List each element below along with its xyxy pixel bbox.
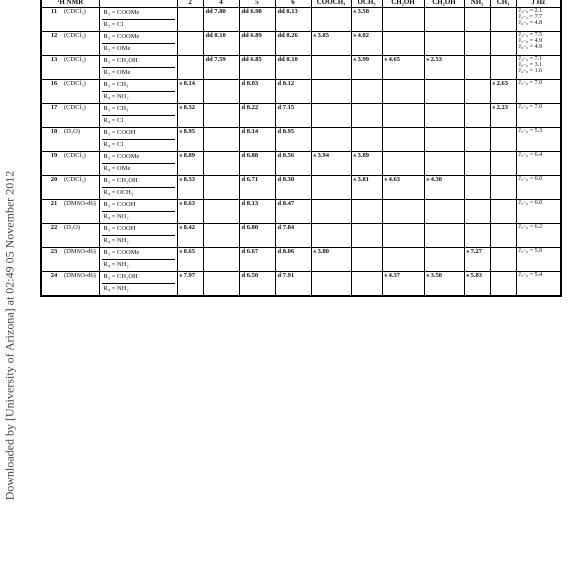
och3-shift-cell: s 3.58 xyxy=(351,8,382,32)
column-header: NH₂ xyxy=(464,0,490,8)
cooch3-shift-cell xyxy=(311,8,351,32)
h2-shift-cell: s 8.95 xyxy=(177,128,203,152)
nh2-shift-cell xyxy=(464,200,490,224)
och3-shift-cell: s 4.02 xyxy=(351,32,382,56)
h4-shift-cell xyxy=(203,200,239,224)
ch2oh-shift-cell xyxy=(382,224,424,248)
solvent-label: (DMSO-d6) xyxy=(64,248,96,255)
ch2oh-shift-cell xyxy=(382,248,424,272)
ch3-shift-cell xyxy=(490,224,516,248)
substituent-label: R₄ = Cl xyxy=(102,115,175,127)
h4-shift-cell xyxy=(203,248,239,272)
substituent-label: R₃ = CH₂OH xyxy=(103,177,138,184)
ch3-shift-cell xyxy=(490,56,516,80)
compound-cell xyxy=(41,80,99,104)
h6-shift-cell: dd 8.26 xyxy=(275,32,311,56)
column-header: J Hz xyxy=(516,0,561,8)
ch2oh-shift-cell xyxy=(382,32,424,56)
substituent-cell xyxy=(99,152,177,176)
h5-shift-cell: d 8.13 xyxy=(239,200,275,224)
och3-shift-cell xyxy=(351,128,382,152)
substituent-cell xyxy=(99,80,177,104)
coupling-constant: J₅₋₆ = 6.0 xyxy=(518,176,543,182)
h6-shift-cell: d 7.15 xyxy=(275,104,311,128)
h2-shift-cell: s 8.65 xyxy=(177,248,203,272)
table-row xyxy=(41,8,561,32)
och3-shift-cell: s 3.99 xyxy=(351,56,382,80)
ch2oh-oh-shift-cell xyxy=(424,104,464,128)
substituent-cell xyxy=(99,104,177,128)
h4-shift-cell xyxy=(203,104,239,128)
compound-number: 13 xyxy=(50,56,58,63)
ch2oh-oh-shift-cell: s 3.50 xyxy=(424,272,464,297)
nh2-shift-cell xyxy=(464,8,490,32)
compound-cell xyxy=(41,176,99,200)
ch2oh-oh-shift-cell: s 2.53 xyxy=(424,56,464,80)
solvent-label: (CDCl₃) xyxy=(64,56,86,63)
column-header: 2 xyxy=(177,0,203,8)
h4-shift-cell: dd 8.10 xyxy=(203,32,239,56)
substituent-label: R₃ = COOH xyxy=(103,225,136,232)
coupling-constant: J₅₋₆ = 7.0 xyxy=(518,104,543,110)
ch2oh-oh-shift-cell xyxy=(424,8,464,32)
compound-cell xyxy=(41,56,99,80)
h5-shift-cell: d 6.67 xyxy=(239,248,275,272)
column-header: CH₂OH xyxy=(382,0,424,8)
substituent-label: R₂ = OMe xyxy=(102,67,175,79)
compound-number: 22 xyxy=(50,224,58,231)
table-row xyxy=(41,272,561,297)
substituent-label: R₂ = OMe xyxy=(102,43,175,55)
coupling-constant-cell xyxy=(516,176,561,200)
cooch3-shift-cell xyxy=(311,80,351,104)
compound-number: 18 xyxy=(50,128,58,135)
h5-shift-cell: d 6.88 xyxy=(239,152,275,176)
nh2-shift-cell xyxy=(464,32,490,56)
table-row xyxy=(41,152,561,176)
ch2oh-shift-cell: s 4.37 xyxy=(382,272,424,297)
h6-shift-cell: dd 8.10 xyxy=(275,56,311,80)
table-row xyxy=(41,104,561,128)
compound-number: 23 xyxy=(50,248,58,255)
compound-number: 24 xyxy=(50,272,58,279)
h4-shift-cell xyxy=(203,224,239,248)
ch2oh-oh-shift-cell xyxy=(424,248,464,272)
substituent-label: R₂ = Cl xyxy=(102,19,175,31)
coupling-constant: J₄₋₅ = 7.1 xyxy=(518,56,543,62)
ch2oh-oh-shift-cell: s 4.30 xyxy=(424,176,464,200)
h6-shift-cell: d 8.12 xyxy=(275,80,311,104)
cooch3-shift-cell xyxy=(311,224,351,248)
coupling-constant: J₅₋₆ = 5.9 xyxy=(518,248,543,254)
solvent-label: (CDCl₃) xyxy=(64,104,86,111)
coupling-constant-cell xyxy=(516,104,561,128)
h5-shift-cell: d 6.71 xyxy=(239,176,275,200)
h4-shift-cell xyxy=(203,128,239,152)
h6-shift-cell: d 8.47 xyxy=(275,200,311,224)
cooch3-shift-cell xyxy=(311,176,351,200)
h4-shift-cell: dd 7.59 xyxy=(203,56,239,80)
substituent-label: R₄ = OMe xyxy=(102,163,175,175)
column-header: 6 xyxy=(275,0,311,8)
table-header-row xyxy=(41,0,561,8)
h4-shift-cell xyxy=(203,152,239,176)
h5-shift-cell: d 6.50 xyxy=(239,272,275,297)
solvent-label: (DMSO-d6) xyxy=(64,200,96,207)
compound-cell xyxy=(41,32,99,56)
coupling-constant: J₅₋₆ = 5.3 xyxy=(518,128,543,134)
h6-shift-cell: d 8.95 xyxy=(275,128,311,152)
coupling-constant-cell xyxy=(516,56,561,80)
h6-shift-cell: d 8.06 xyxy=(275,248,311,272)
substituent-label: R₃ = COOMe xyxy=(103,9,140,16)
cooch3-shift-cell xyxy=(311,272,351,297)
coupling-constant: J₅₋₆ = 5.4 xyxy=(518,272,543,278)
coupling-constant-cell xyxy=(516,8,561,32)
column-header: ¹H NMR xyxy=(41,0,99,8)
coupling-constant-cell xyxy=(516,128,561,152)
solvent-label: (D₂O) xyxy=(64,224,80,231)
substituent-cell xyxy=(99,8,177,32)
coupling-constant: J₆₋₅ = 4.9 xyxy=(518,44,543,50)
coupling-constant-cell xyxy=(516,32,561,56)
cooch3-shift-cell xyxy=(311,128,351,152)
substituent-label: R₃ = COOH xyxy=(103,129,136,136)
compound-cell xyxy=(41,200,99,224)
ch2oh-oh-shift-cell xyxy=(424,200,464,224)
table-row xyxy=(41,176,561,200)
h5-shift-cell: d 6.80 xyxy=(239,224,275,248)
h6-shift-cell: d 8.56 xyxy=(275,152,311,176)
h2-shift-cell: s 7.97 xyxy=(177,272,203,297)
column-header: CH₃ xyxy=(490,0,516,8)
ch2oh-shift-cell xyxy=(382,104,424,128)
ch3-shift-cell xyxy=(490,176,516,200)
h2-shift-cell: s 8.42 xyxy=(177,224,203,248)
compound-number: 20 xyxy=(50,176,58,183)
watermark-text: Downloaded by [University of Arizona] at 02:49 05 November 2012 xyxy=(2,170,17,500)
download-watermark xyxy=(0,100,20,570)
h2-shift-cell: s 8.14 xyxy=(177,80,203,104)
ch3-shift-cell xyxy=(490,32,516,56)
substituent-label: R₃ = COOMe xyxy=(103,249,140,256)
ch2oh-shift-cell: s 4.63 xyxy=(382,176,424,200)
table-row xyxy=(41,224,561,248)
substituent-cell xyxy=(99,128,177,152)
ch2oh-oh-shift-cell xyxy=(424,32,464,56)
och3-shift-cell: s 3.81 xyxy=(351,176,382,200)
substituent-label: R₄ = NO₂ xyxy=(102,91,175,103)
substituent-label: R₄ = NH₂ xyxy=(102,283,175,295)
substituent-cell xyxy=(99,176,177,200)
nh2-shift-cell xyxy=(464,56,490,80)
table-row xyxy=(41,56,561,80)
table-row xyxy=(41,128,561,152)
h5-shift-cell: d 8.14 xyxy=(239,128,275,152)
h2-shift-cell: s 8.33 xyxy=(177,176,203,200)
och3-shift-cell xyxy=(351,224,382,248)
ch2oh-shift-cell: s 4.65 xyxy=(382,56,424,80)
substituent-cell xyxy=(99,248,177,272)
h2-shift-cell xyxy=(177,32,203,56)
coupling-constant: J₄₋₅ = 7.7 xyxy=(518,14,543,20)
compound-number: 16 xyxy=(50,80,58,87)
substituent-label: R₃ = COOMe xyxy=(103,33,140,40)
coupling-constant-cell xyxy=(516,80,561,104)
compound-number: 12 xyxy=(50,32,58,39)
cooch3-shift-cell xyxy=(311,200,351,224)
och3-shift-cell xyxy=(351,80,382,104)
coupling-constant: J₄₋₅ = 7.5 xyxy=(518,32,543,38)
compound-cell xyxy=(41,8,99,32)
solvent-label: (CDCl₃) xyxy=(64,176,86,183)
h5-shift-cell: dd 6.85 xyxy=(239,56,275,80)
h4-shift-cell xyxy=(203,80,239,104)
compound-cell xyxy=(41,224,99,248)
h4-shift-cell xyxy=(203,176,239,200)
solvent-label: (CDCl₃) xyxy=(64,80,86,87)
solvent-label: (CDCl₃) xyxy=(64,152,86,159)
h2-shift-cell xyxy=(177,8,203,32)
nh2-shift-cell xyxy=(464,80,490,104)
h6-shift-cell: d 7.91 xyxy=(275,272,311,297)
solvent-label: (CDCl₃) xyxy=(64,8,86,15)
h6-shift-cell: dd 8.13 xyxy=(275,8,311,32)
compound-cell xyxy=(41,104,99,128)
ch3-shift-cell xyxy=(490,200,516,224)
ch2oh-shift-cell xyxy=(382,128,424,152)
substituent-label: R₄ = NH₂ xyxy=(102,259,175,271)
ch2oh-oh-shift-cell xyxy=(424,80,464,104)
column-header: 4 xyxy=(203,0,239,8)
coupling-constant: J₅₋₆ = 7.0 xyxy=(518,80,543,86)
substituent-cell xyxy=(99,200,177,224)
h5-shift-cell: dd 6.89 xyxy=(239,32,275,56)
nh2-shift-cell xyxy=(464,128,490,152)
nh2-shift-cell: s 7.27 xyxy=(464,248,490,272)
cooch3-shift-cell xyxy=(311,104,351,128)
column-header: 5 xyxy=(239,0,275,8)
ch2oh-oh-shift-cell xyxy=(424,128,464,152)
ch3-shift-cell: s 2.23 xyxy=(490,104,516,128)
substituent-cell xyxy=(99,32,177,56)
och3-shift-cell: s 3.89 xyxy=(351,152,382,176)
compound-cell xyxy=(41,128,99,152)
ch3-shift-cell xyxy=(490,152,516,176)
cooch3-shift-cell: s 3.80 xyxy=(311,248,351,272)
coupling-constant: J₅₋₆ = 6.4 xyxy=(518,152,543,158)
coupling-constant-cell xyxy=(516,272,561,297)
substituent-label: R₄ = Cl xyxy=(102,139,175,151)
ch2oh-oh-shift-cell xyxy=(424,224,464,248)
coupling-constant: J₆₋₅ = 3.1 xyxy=(518,62,543,68)
nh2-shift-cell xyxy=(464,224,490,248)
ch2oh-oh-shift-cell xyxy=(424,152,464,176)
h5-shift-cell: dd 6.98 xyxy=(239,8,275,32)
solvent-label: (D₂O) xyxy=(64,128,80,135)
nh2-shift-cell xyxy=(464,152,490,176)
coupling-constant: J₄₋₆ = 1.6 xyxy=(518,68,543,74)
h2-shift-cell: s 8.63 xyxy=(177,200,203,224)
column-header: CH₂OH xyxy=(424,0,464,8)
h2-shift-cell: s 8.89 xyxy=(177,152,203,176)
table-row xyxy=(41,200,561,224)
ch3-shift-cell xyxy=(490,248,516,272)
h4-shift-cell xyxy=(203,272,239,297)
cooch3-shift-cell: s 3.85 xyxy=(311,32,351,56)
substituent-cell xyxy=(99,56,177,80)
compound-number: 17 xyxy=(50,104,58,111)
h5-shift-cell: d 8.03 xyxy=(239,80,275,104)
ch2oh-shift-cell xyxy=(382,152,424,176)
column-header xyxy=(99,0,177,8)
substituent-label: R₃ = CH₃ xyxy=(103,81,129,88)
substituent-label: R₄ = NO₂ xyxy=(102,211,175,223)
h5-shift-cell: d 8.22 xyxy=(239,104,275,128)
substituent-label: R₄ = NH₂ xyxy=(102,235,175,247)
substituent-label: R₄ = OCH₃ xyxy=(102,187,175,199)
och3-shift-cell xyxy=(351,104,382,128)
compound-cell xyxy=(41,272,99,297)
ch3-shift-cell xyxy=(490,8,516,32)
coupling-constant-cell xyxy=(516,248,561,272)
substituent-cell xyxy=(99,272,177,297)
cooch3-shift-cell xyxy=(311,56,351,80)
compound-cell xyxy=(41,248,99,272)
nh2-shift-cell xyxy=(464,176,490,200)
h2-shift-cell: s 8.32 xyxy=(177,104,203,128)
column-header: COOCH₃ xyxy=(311,0,351,8)
ch2oh-shift-cell xyxy=(382,80,424,104)
coupling-constant: J₅₋₆ = 4.9 xyxy=(518,38,543,44)
solvent-label: (DMSO-d6) xyxy=(64,272,96,279)
compound-number: 11 xyxy=(50,8,58,15)
substituent-label: R₃ = COOMe xyxy=(103,153,140,160)
coupling-constant-cell xyxy=(516,224,561,248)
nh2-shift-cell: s 5.83 xyxy=(464,272,490,297)
ch3-shift-cell: s 2.63 xyxy=(490,80,516,104)
cooch3-shift-cell: s 3.94 xyxy=(311,152,351,176)
substituent-cell xyxy=(99,224,177,248)
substituent-label: R₃ = CH₂OH xyxy=(103,273,138,280)
solvent-label: (CDCl₃) xyxy=(64,32,86,39)
coupling-constant: J₆₋₅ = 4.8 xyxy=(518,20,543,26)
coupling-constant: J₄₋₆ = 2.1 xyxy=(518,8,543,14)
column-header: OCH₃ xyxy=(351,0,382,8)
ch3-shift-cell xyxy=(490,128,516,152)
substituent-label: R₃ = CH₃ xyxy=(103,105,129,112)
substituent-label: R₃ = CH₂OH xyxy=(103,57,138,64)
table-row xyxy=(41,248,561,272)
h2-shift-cell xyxy=(177,56,203,80)
table-body xyxy=(41,8,561,297)
h6-shift-cell: d 7.84 xyxy=(275,224,311,248)
substituent-label: R₃ = COOH xyxy=(103,201,136,208)
compound-number: 19 xyxy=(50,152,58,159)
och3-shift-cell xyxy=(351,248,382,272)
coupling-constant-cell xyxy=(516,152,561,176)
ch3-shift-cell xyxy=(490,272,516,297)
nh2-shift-cell xyxy=(464,104,490,128)
h4-shift-cell: dd 7.80 xyxy=(203,8,239,32)
nmr-table xyxy=(40,0,562,297)
compound-number: 21 xyxy=(50,200,58,207)
och3-shift-cell xyxy=(351,272,382,297)
h6-shift-cell: d 8.30 xyxy=(275,176,311,200)
table-row xyxy=(41,32,561,56)
compound-cell xyxy=(41,152,99,176)
och3-shift-cell xyxy=(351,200,382,224)
coupling-constant: J₅₋₆ = 6.2 xyxy=(518,224,543,230)
coupling-constant-cell xyxy=(516,200,561,224)
ch2oh-shift-cell xyxy=(382,200,424,224)
ch2oh-shift-cell xyxy=(382,8,424,32)
table-row xyxy=(41,80,561,104)
coupling-constant: J₅₋₆ = 6.0 xyxy=(518,200,543,206)
